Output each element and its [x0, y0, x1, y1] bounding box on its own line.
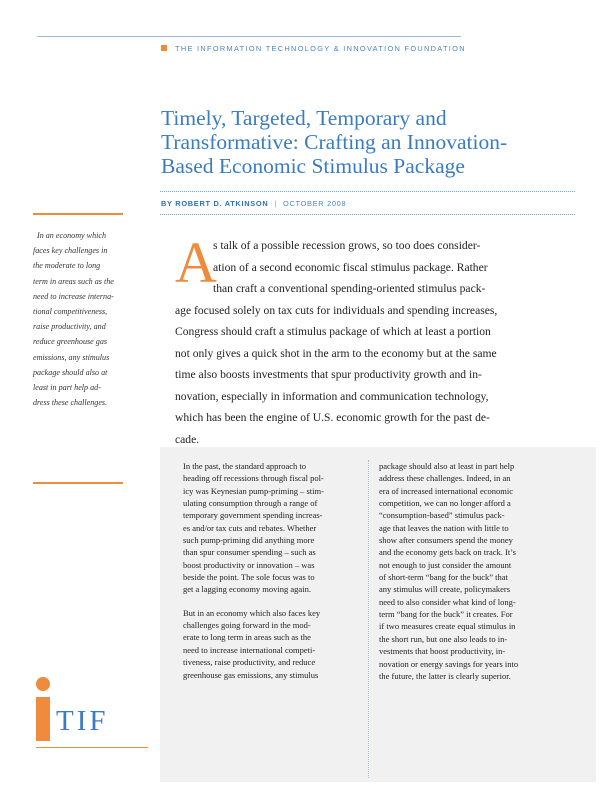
author: BY ROBERT D. ATKINSON — [161, 199, 269, 208]
pull-quote-line: faces key challenges in — [33, 246, 108, 256]
body-line: the future, the latter is clearly superior. — [379, 670, 511, 681]
foundation-header — [161, 44, 466, 53]
body-line: any stimulus will create, policymakers — [379, 584, 511, 595]
lead-line: which has been the engine of U.S. economic growth for the past de- — [175, 411, 490, 424]
lead-line: age focused solely on tax cuts for individuals and spending increases, — [175, 303, 498, 317]
body-line: and the economy gets back on track. It’s — [379, 547, 516, 558]
body-line: ulating consumption through a range of — [183, 498, 318, 509]
pull-quote-line: tional competitiveness, — [33, 307, 108, 317]
body-line: es and/or tax cuts and rebates. Whether — [183, 522, 317, 533]
logo-dot-icon — [36, 677, 50, 691]
body-line: of short-term “bang for the buck” that — [379, 572, 508, 583]
body-line: erate to long term in areas such as the — [183, 632, 311, 643]
pull-quote-line: emissions, any stimulus — [33, 352, 110, 362]
logo-i-bar-icon — [36, 697, 50, 741]
orange-square-icon — [161, 45, 167, 51]
itif-logo: TIF — [56, 705, 109, 737]
body-line: show after consumers spend the money — [379, 535, 513, 546]
body-line: boost productivity or innovation – was — [183, 559, 315, 570]
body-line: age that leaves the nation with little to — [379, 522, 509, 533]
title-line: Transformative: Crafting an Innovation- — [161, 130, 508, 154]
logo-underline — [36, 747, 148, 748]
body-line: need to increase international competi- — [183, 644, 316, 655]
byline-divider — [160, 214, 575, 215]
body-line: tiveness, raise productivity, and reduce — [183, 657, 316, 668]
body-line: novation or energy savings for years into — [379, 658, 519, 669]
pull-quote-line: term in areas such as the — [33, 276, 114, 286]
lead-line: cade. — [175, 432, 200, 446]
byline — [161, 199, 346, 208]
lead-line: Congress should craft a stimulus package of which at least a portion — [175, 325, 491, 338]
body-line: temporary government spending increas- — [183, 510, 323, 521]
drop-cap: A — [175, 230, 217, 295]
body-line: than spur consumer spending – such as — [183, 547, 316, 558]
pull-quote-line: the moderate to long — [33, 261, 101, 271]
pull-quote-line: dress these challenges. — [33, 398, 108, 408]
body-line: the short run, but one also leads to in- — [379, 633, 508, 644]
body-line: But in an economy which also faces key — [183, 607, 321, 618]
foundation-name: THE INFORMATION TECHNOLOGY & INNOVATION FOUNDATION — [175, 44, 466, 53]
column-divider — [368, 460, 369, 778]
top-rule — [37, 36, 461, 37]
lead-paragraph — [175, 230, 555, 450]
lead-line: than craft a conventional spending-oriented stimulus pack- — [213, 282, 486, 295]
body-line: challenges going forward in the mod- — [183, 620, 311, 631]
body-line: icy was Keynesian pump-priming – stim- — [183, 485, 324, 496]
lead-line: time also boosts investments that spur productivity growth and in- — [175, 368, 482, 381]
byline-separator: | — [274, 199, 277, 208]
body-column-left — [183, 460, 358, 681]
pull-quote — [33, 228, 125, 410]
body-line: get a lagging economy moving again. — [183, 584, 311, 595]
body-line: heading off recessions through fiscal pol- — [183, 473, 324, 484]
pull-quote-line: need to increase interna- — [33, 291, 114, 301]
title-line: Timely, Targeted, Temporary and — [161, 106, 447, 130]
publication-date: OCTOBER 2008 — [283, 199, 347, 208]
body-line: greenhouse gas emissions, any stimulus — [183, 669, 319, 680]
body-line: package should also at least in part help — [379, 461, 515, 471]
body-line: such pump-priming did anything more — [183, 535, 315, 546]
body-line: if two measures create equal stimulus in — [379, 621, 516, 632]
paragraph-gap — [183, 596, 358, 607]
body-line: beside the point. The sole focus was to — [183, 572, 315, 583]
pull-quote-line: reduce greenhouse gas — [33, 337, 108, 347]
pull-quote-line: In an economy which — [37, 231, 107, 240]
body-line: address these challenges. Indeed, in an — [379, 473, 511, 484]
pull-quote-line: least in part help ad- — [33, 383, 101, 393]
body-line: competition, we can no longer afford a — [379, 498, 511, 509]
lead-line: s talk of a possible recession grows, so too does consider- — [213, 239, 481, 252]
sidebar-bottom-rule — [33, 482, 123, 484]
sidebar-top-rule — [33, 213, 123, 215]
body-line: “consumption-based” stimulus pack- — [379, 510, 505, 521]
body-line: vestments that boost productivity, in- — [379, 646, 506, 657]
body-column-right — [379, 460, 555, 682]
lead-line: ation of a second economic fiscal stimulus package. Rather — [213, 260, 488, 274]
pull-quote-line: package should also at — [33, 367, 108, 377]
body-line: In the past, the standard approach to — [183, 461, 306, 471]
title-line: Based Economic Stimulus Package — [161, 154, 465, 178]
body-line: term “bang for the buck” it creates. For — [379, 609, 513, 620]
body-line: era of increased international economic — [379, 485, 514, 496]
document-title — [161, 106, 581, 178]
title-divider — [160, 191, 575, 192]
body-line: not enough to just consider the amount — [379, 559, 512, 570]
body-line: need to also consider what kind of long- — [379, 596, 516, 607]
lead-line: not only gives a quick shot in the arm to the economy but at the same — [175, 346, 497, 360]
pull-quote-line: raise productivity, and — [33, 322, 106, 332]
lead-line: novation, especially in information and communication technology, — [175, 389, 489, 403]
